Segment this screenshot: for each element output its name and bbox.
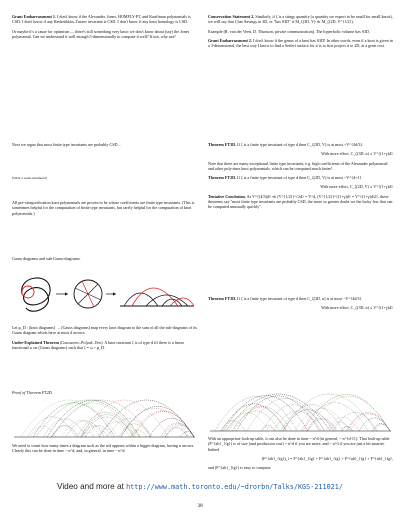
chord-arc — [283, 410, 334, 431]
chord-arc — [347, 413, 390, 431]
tile-lookup-table — [208, 436, 393, 474]
chord-arc — [120, 408, 189, 437]
chord-arc — [133, 411, 194, 437]
page-number: 38 — [197, 503, 203, 509]
theorem-ft2d-effort: With more effort, C_ζ(2D, V) ≤ V^{(1+γ)d} — [320, 184, 393, 190]
map-arrow-icon — [106, 292, 116, 295]
tile-theorem-ft3d-repeat — [208, 296, 393, 315]
video-prefix: Video and more at — [57, 482, 127, 491]
grant-embarrassment-1-label: Grant Embarrassment 1. — [12, 14, 57, 19]
grant-embarrassment-2-label: Grant Embarrassment 2. — [208, 37, 253, 43]
chord-arc — [283, 394, 376, 431]
chord-arc — [307, 396, 390, 431]
chord-arc — [33, 403, 115, 437]
theorem-ft2d-text: If ζ is a finite type invariant of type d then C_ζ(2D, V) is at most ~V^{d+1}. — [237, 175, 363, 181]
phi-definition: Let φ_D : (knot diagrams) → (Gauss diagrams) map every knot diagram to the sum of all the sub-diagrams of its Gauss diagram which have at most d arrows. — [12, 325, 197, 336]
gpv-theorem-cite: (Goussarov–Polyak–Viro). — [59, 339, 104, 345]
theorem-ft3d-repeat-label: Theorem FT3D. — [208, 296, 237, 301]
gauss-circle — [74, 280, 102, 308]
chord-arc — [224, 396, 309, 432]
finite-type-argument: Next we argue that most finite type invariants are probably CSD… — [12, 142, 122, 147]
hyperbolic-example: Example (R. van der Veen, D. Thurston, private communication). The hyperbolic volume has S3D. — [208, 28, 371, 34]
weak-statement-note: (What a weak statement!) — [12, 176, 47, 180]
conservation-statement-text: Similarly, if ζ is a stingy quantity (a quantity we expect to be small for small knots), we will say that ζ has Savings in 3D, or "has S3D" if M_ζ(3D, V) ≪ M_ζ(2D, V^{1/2}). — [208, 14, 393, 25]
exceptional-invariants-note: Note that there are many exceptional finite type invariants, e.g. high coefficients of the Alexander polynomial and other poly-time knot polynomials, which can be computed much faster! — [208, 160, 388, 171]
chord-arc — [359, 418, 390, 431]
theorem-ft3d-repeat-text: If ζ is a finite type invariant of type d then C_ζ(3D, n) is at most ~V^{4d/3}. — [237, 296, 363, 301]
chord-arc — [165, 428, 187, 437]
chord-arc — [85, 426, 112, 437]
chord-arc — [43, 419, 86, 437]
lookup-table-formula: (F^{ab}_{fg})_t = F^{ab}_{fg} + F^{ab}_{fg} + F^{ab}_{fg} + F^{ab}_{fg}, — [261, 455, 393, 461]
theorem-ft3d-label: Theorem FT3D. — [208, 142, 237, 147]
video-link-line — [0, 482, 400, 491]
video-url-link[interactable]: http://www.math.toronto.edu/~drorbn/Talks/KGS-211021/ — [126, 483, 343, 491]
theorem-ft3d-text: If ζ is a finite type invariant of type d then C_ζ(3D, V) is at most ~V^{4d/3}. — [237, 142, 364, 147]
gauss-diagram-figure — [12, 262, 197, 324]
grant-embarrassment-2-text: I don't know if the genus of a knot has S3D! In other words, even if a knot is given in a 3-dimensional, the best way I know to find a Seifert surface for it is to first project it to 2D, at a great cost. — [208, 37, 393, 49]
tentative-conclusion-text: As V^{(4/3)d} ≪ (V^{1/2})^{2d} = V^d, (V^{1/2})^{(1+γ)d} = V^{(1+γ)d/2}, these theorems say "most finite type invariants are probably CSD, the more so greater doubt we the lucky few that can be computed unusually quickly". — [208, 193, 393, 210]
map-arrow-icon — [56, 292, 68, 295]
chord-arc — [47, 400, 140, 437]
proof-counting-paragraph: We need to count how many times a diagram such as the red appears within a bigger diagram, having n arrows. Clearly this can be done in time ~ n^d, and, in general, in time ~ n^d. — [12, 443, 195, 454]
gpv-theorem-text: A knot invariant ζ is of type d iff there is a linear functional ω on (Gauss diagrams) such that ζ = ω ∘ φ_D. — [12, 339, 184, 350]
chord-arc — [274, 411, 321, 431]
chord-arc — [66, 421, 105, 437]
chord-arc — [36, 400, 139, 437]
chord-arc — [262, 405, 325, 431]
chord-arc — [99, 400, 194, 437]
proof-arc-diagram — [12, 398, 197, 440]
chord-arc — [222, 404, 287, 431]
tile-weak-statement — [12, 176, 197, 185]
lookup-table-conclusion: and (F^{ab}_{fg}) is easy to compute. — [208, 465, 272, 471]
chord-arc — [308, 419, 336, 431]
linear-gauss-diagram — [120, 288, 194, 306]
chord-arc — [98, 422, 135, 437]
chord-arc — [30, 426, 56, 437]
tentative-conclusion-label: Tentative Conclusion. — [208, 193, 246, 199]
knot-diagram — [22, 278, 50, 311]
tile-grant-embarrassment-1 — [12, 14, 197, 43]
chord-arc — [281, 405, 344, 431]
tile-theorems-ft — [208, 142, 393, 214]
chord-arc — [80, 415, 133, 437]
chord-arc — [21, 400, 118, 437]
chord-arc — [226, 413, 269, 431]
tile-conservation-statement — [208, 14, 393, 52]
chord-arc — [326, 417, 359, 431]
lookup-table-paragraph: With an appropriate look-up table, it can also be done in time ~ n^d (in general, ~ n^{d-1}). That look-up table (F^{ab}_{fg}) is of size (and production cost) ~ n^d if you are naive, and ~ n^3 if you are just a bit smarter. Indeed — [208, 436, 390, 452]
conservation-statement-label: Conservation Statement 2. — [208, 14, 255, 19]
grant-embarrassment-1-text: I don't know if the Alexander, Jones, HOMFLY-PT, and Kauffman polynomials is CSD. I don't know if any Reshetikhin–Turaev invariant is CSD. I don't know if any knot homology is CSD. — [12, 14, 191, 25]
optimism-paragraph: Or maybe it's a cause for optimism — there's still something very basic we don't know about (say) the Jones polynomial. Can we understand it well enough 5-dimensionally to compute it well? If not, why not? — [12, 28, 190, 39]
gpv-theorem-label: Under-Explained Theorem — [12, 339, 59, 345]
theorem-ft3d-effort: With more effort, C_ζ(3D, n) ≤ V^{(1+γ)d} — [321, 151, 393, 157]
chord-arc — [163, 424, 194, 437]
proof-title: Proof of Theorem FT2D. — [12, 390, 53, 395]
pre-categorification-paragraph: All pre-categorification knot polynomials are proven to be whose coefficients are finite type invariants. (This is sometimes helpful for the computation of finite type invariants, but rarely helpful for the computation of knot polynomials.) — [12, 200, 195, 216]
theorem-ft3d-repeat-effort: With more effort, C_ζ(3D, n) ≤ V^{(1+γ)d} — [321, 305, 393, 311]
chord-arc — [28, 417, 76, 437]
chord-arc — [342, 426, 353, 431]
chord-arc — [121, 406, 194, 437]
tile-proof-text — [12, 443, 197, 458]
gauss-diagrams-title: Gauss diagrams and sub-Gauss-diagrams: — [12, 256, 81, 261]
chord-arc — [266, 427, 275, 431]
tile-pre-categorification — [12, 200, 197, 220]
lookup-arc-diagram — [208, 392, 393, 434]
tile-gauss-map — [12, 325, 197, 354]
chord-arc — [226, 394, 330, 431]
chord-arc — [301, 403, 368, 431]
chord-arc — [232, 411, 280, 431]
theorem-ft2d-label: Theorem FT2D. — [208, 175, 237, 181]
chord-arc — [333, 412, 377, 431]
chord-arc — [262, 425, 276, 431]
chord-arc — [229, 407, 287, 431]
chord-arc — [51, 426, 78, 437]
tile-finite-type-csd — [12, 142, 197, 151]
chord-arc — [215, 396, 297, 431]
